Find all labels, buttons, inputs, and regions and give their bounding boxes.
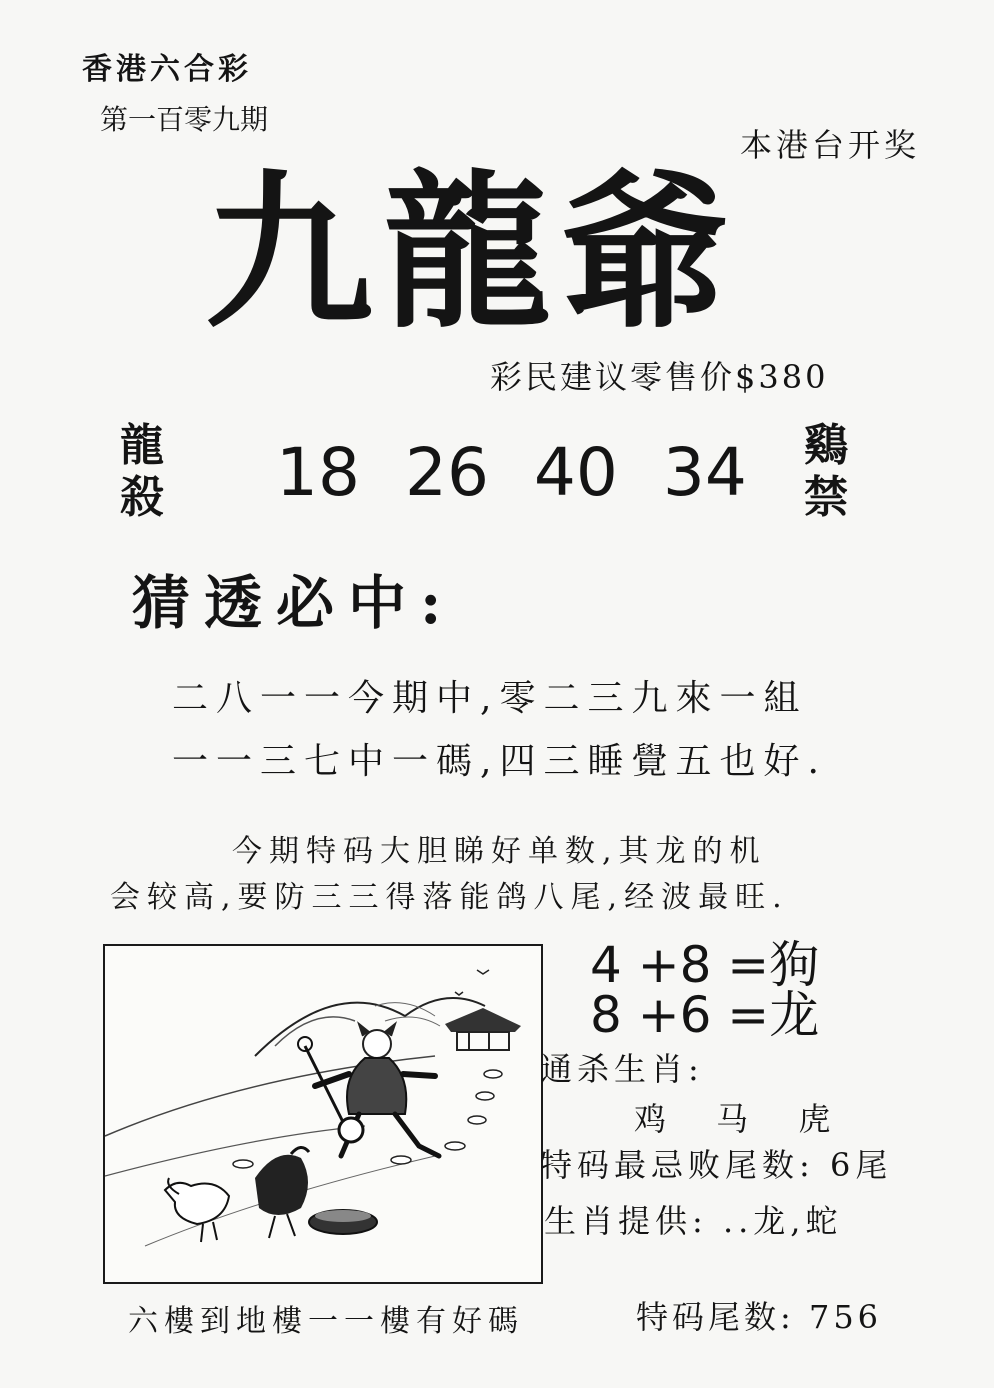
station-note: 本港台开奖 [740,126,921,164]
tip-line-2: 会较高,要防三三得落能鸽八尾,经波最旺. [110,880,789,915]
issue-number: 第一百零九期 [100,103,269,136]
kill-label-left [116,420,168,524]
kill-zodiac-label: 通杀生肖: [540,1050,704,1088]
farm-scene-illustration [105,946,541,1282]
kill-label-right-1: 鷄 [804,420,848,471]
zodiac-provide: 生肖提供: ..龙,蛇 [544,1202,843,1240]
guess-title: 猜透必中: [132,569,456,637]
tip-line-1: 今期特码大胆睇好单数,其龙的机 [232,834,767,869]
kill-zodiac-value: 鸡 马 虎 [634,1100,851,1138]
poem-line-1: 二八一一今期中,零二三九來一組 [172,678,808,719]
formula-line-1: 4 +8 =狗 [590,936,820,994]
kill-label-right [800,420,852,524]
lottery-name: 香港六合彩 [82,52,252,87]
kill-label-left-2: 殺 [120,472,164,523]
kill-numbers: 18 26 40 34 [276,434,747,511]
main-title: 九龍爺 [205,153,739,351]
price-note: 彩民建议零售价$380 [490,358,829,396]
kill-label-right-2: 禁 [804,472,848,523]
formula-line-2: 8 +6 =龙 [590,986,820,1044]
footer-left-note: 六樓到地樓一一樓有好碼 [128,1304,524,1339]
poem-line-2: 一一三七中一碼,四三睡覺五也好. [172,741,827,782]
taboo-tail-number: 特码最忌败尾数: 6尾 [540,1146,893,1184]
footer-tail-numbers: 特码尾数: 756 [636,1298,883,1336]
kill-label-left-1: 龍 [120,420,164,471]
illustration-frame [103,944,543,1284]
